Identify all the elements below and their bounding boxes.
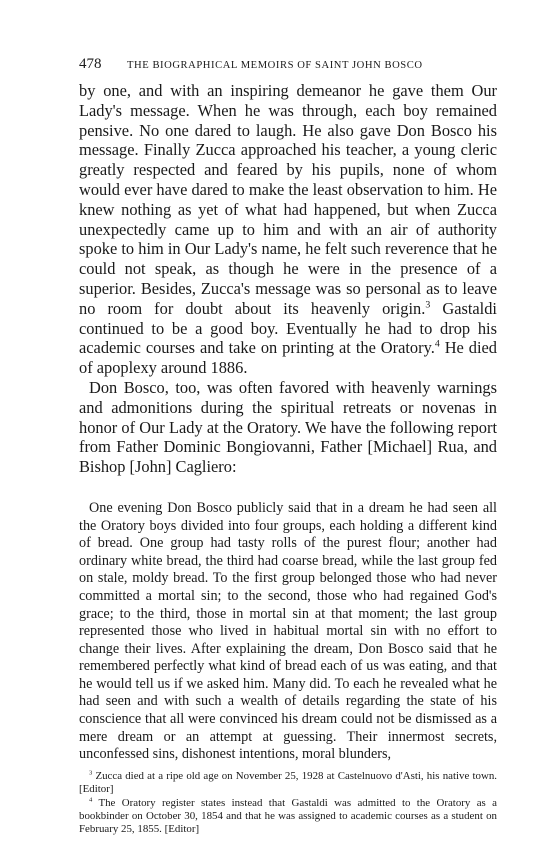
footnote-3 (79, 770, 497, 797)
paragraph-1-text-a: by one, and with an inspiring demeanor he gave them Our Lady's message. When he was through, each boy remained pensive. No one dared to laugh. He also gave Don Bosco his message. Finally Zucca approached his teacher, a young cleric greatly respected and feared by his pupils, none of whom would ever have dared to make the least observation to him. He knew nothing as yet of what had happened, but when Zucca unexpectedly came up to him and with an air of authority spoke to him in Our Lady's name, he felt such reverence that he could not speak, as though he were in the presence of a superior. Besides, Zucca's message was so personal as to leave no room for doubt about its heavenly origin. (79, 81, 497, 318)
footnote-ref-3: 3 (425, 299, 431, 311)
book-page (79, 56, 497, 837)
running-title: THE BIOGRAPHICAL MEMOIRS OF SAINT JOHN BOSCO (127, 60, 423, 71)
footnote-3-text: Zucca died at a ripe old age on November 25, 1928 at Castelnuovo d'Asti, his native town. [Editor] (79, 769, 497, 796)
footnotes (79, 770, 497, 837)
footnote-ref-4: 4 (434, 338, 440, 350)
footnote-4-text: The Oratory register states instead that Gastaldi was admitted to the Oratory as a bookbinder on October 30, 1854 and that he was assigned to academic courses as a student on February 25, 1855. [Editor] (79, 796, 497, 836)
footnote-marker-4: 4 (89, 796, 93, 804)
page-number: 478 (79, 56, 102, 72)
paragraph-1-text-c: He died of apoplexy around 1886. (79, 338, 497, 378)
footnote-marker-3: 3 (89, 769, 93, 777)
footnote-4 (79, 797, 497, 837)
block-quotation (79, 500, 497, 764)
body-paragraph-2: Don Bosco, too, was often favored with heavenly warnings and admonitions during the spiritual retreats or novenas in honor of Our Lady at the Oratory. We have the following report from Father Dominic Bongiovanni, Father [Michael] Rua, and Bishop [John] Cagliero: (79, 377, 497, 477)
running-head (79, 56, 497, 78)
paragraph-1-text-b: Gastaldi continued to be a good boy. Eventually he had to drop his academic courses and take on printing at the Oratory. (79, 298, 497, 358)
quotation-paragraph: One evening Don Bosco publicly said that in a dream he had seen all the Oratory boys divided into four groups, each holding a different kind of bread. One group had tasty rolls of the purest flour; another had ordinary white bread, the third had coarse bread, while the last group fed on stale, moldy bread. To the first group belonged those who had never committed a mortal sin; to the second, those who had regained God's grace; to the third, those in mortal sin at that moment; the last group represented those who lived in habitual mortal sin with no effort to change their lives. After explaining the dream, Don Bosco said that he remembered perfectly what kind of bread each of us was eating, and that he would tell us if we asked him. Many did. To each he revealed what he had seen and with such a wealth of details regarding the state of his conscience that all were convinced his dream could not be dismissed as a mere dream or an attempt at guessing. Their innermost secrets, unconfessed sins, dishonest intentions, moral blunders, (79, 499, 497, 763)
body-paragraph-1 (79, 81, 497, 378)
